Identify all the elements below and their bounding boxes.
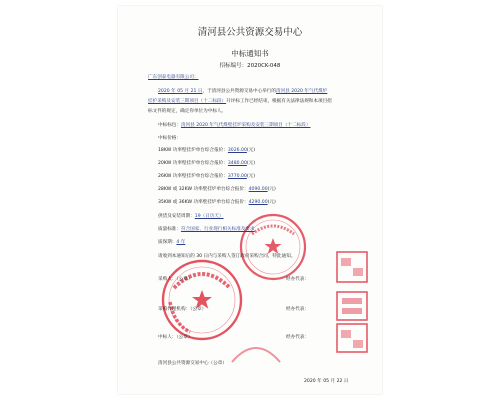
notice-sheet <box>118 6 382 394</box>
price-unit: 元 <box>248 161 254 166</box>
warranty-line <box>158 241 185 246</box>
price-spec: 35KW 或 36KW <box>158 200 192 205</box>
buyer-label: 采购人：（公章） <box>158 277 193 282</box>
price-desc: 功率壁挂炉单台综合报价 <box>193 187 245 192</box>
intro-line-2 <box>148 100 332 105</box>
delivery-value: 19（日历天） <box>194 214 224 219</box>
winner-label: 中标人：（公章） <box>158 335 193 340</box>
bid-number-line <box>118 64 382 70</box>
price-unit: 元 <box>269 187 275 192</box>
buyer-sign-label: 经办代表： <box>286 277 309 282</box>
intro-line-3: 标文件的规定，确定你单位为中标人。 <box>148 109 227 114</box>
document-subtitle: 中标通知书 <box>231 49 269 58</box>
intro-line-1 <box>158 90 327 95</box>
warranty-value: 4 年 <box>176 240 186 245</box>
price-unit: 元 <box>248 148 254 153</box>
price-desc: 功率壁挂炉单台综合报价 <box>172 174 224 179</box>
price-label: 中标价格： <box>158 136 181 141</box>
price-desc: 功率壁挂炉单台综合报价 <box>172 161 224 166</box>
price-value: 3770.00 <box>227 174 247 179</box>
instruction-line: 请收到本通知后的 30 日内与采购人签订政府采购合同，特此通知。 <box>158 254 296 259</box>
warranty-label: 质保期： <box>158 240 177 245</box>
price-row: 35KW 或 36KW 功率壁挂炉单台综合报价：4290.00(元) <box>158 200 276 205</box>
price-spec: 18KW <box>158 148 172 153</box>
price-row: 28KW 或 32KW 功率壁挂炉单台综合报价：4090.00(元) <box>158 187 276 192</box>
price-value: 4290.00 <box>248 200 268 205</box>
intro-line-1-text: ，于清河县公共资源交易中心举行的 <box>202 89 276 94</box>
bid-number-label: 招标编号： <box>219 63 248 69</box>
price-value: 3026.00 <box>227 148 247 153</box>
price-unit: 元 <box>269 200 275 205</box>
winner-sign-label: 经办代表： <box>286 335 309 340</box>
intro-project-part2: 挂护采购及安装三期项目（十二标段） <box>148 99 227 104</box>
price-row: 26KW 功率壁挂炉单台综合报价：3770.00(元) <box>158 174 256 179</box>
price-row: 20KW 功率壁挂炉单台综合报价：3480.00(元) <box>158 161 256 166</box>
price-desc: 功率壁挂炉单台综合报价 <box>193 200 245 205</box>
buyer-seal-stamp <box>238 212 308 282</box>
quality-line <box>158 228 255 233</box>
intro-line-2-text: 开评标工作已经结束，根据有关法律法规和本项目招 <box>226 99 332 104</box>
delivery-label: 供货及安装周期： <box>158 214 195 219</box>
document-title: 清河县公共资源交易中心 <box>197 27 303 38</box>
price-spec: 20KW <box>158 161 172 166</box>
price-spec: 28KW 或 32KW <box>158 187 192 192</box>
winner-seal-stamp <box>334 250 374 354</box>
price-value: 3480.00 <box>227 161 247 166</box>
winning-package-line <box>158 124 310 129</box>
issuer-name: 清河县公共资源交易中心（公章） <box>158 361 227 366</box>
delivery-line <box>158 215 224 220</box>
bid-number-value: 2020CK-048 <box>247 63 281 69</box>
issue-date: 2020 年 05 月 22 日 <box>304 379 349 384</box>
price-desc: 功率壁挂炉单台综合报价 <box>172 148 224 153</box>
winning-package-value: 清河县 2020 年气代煤壁挂炉采购及安装三期项目（十二标段） <box>180 123 311 128</box>
recipient-name: 广东创泰电器有限公司： <box>148 75 199 80</box>
agency-label: 采购代理机构：（公章） <box>158 307 207 312</box>
price-value: 4090.00 <box>248 187 268 192</box>
quality-label: 质量标准： <box>158 227 181 232</box>
price-unit: 元 <box>248 174 254 179</box>
quality-value: 符合国家、行业现行相关标准及要求 <box>180 227 255 232</box>
price-spec: 26KW <box>158 174 172 179</box>
winning-package-label: 中标标包： <box>158 123 181 128</box>
agency-sign-label: 经办代表： <box>286 307 309 312</box>
issuer-seal-stamp <box>228 328 284 368</box>
price-row: 18KW 功率壁挂炉单台综合报价：3026.00(元) <box>158 148 256 153</box>
bid-open-date: 2020 年 05 月 21 日 <box>158 89 203 94</box>
intro-project-part1: 清河县 2020 年气代煤炉 <box>275 89 328 94</box>
